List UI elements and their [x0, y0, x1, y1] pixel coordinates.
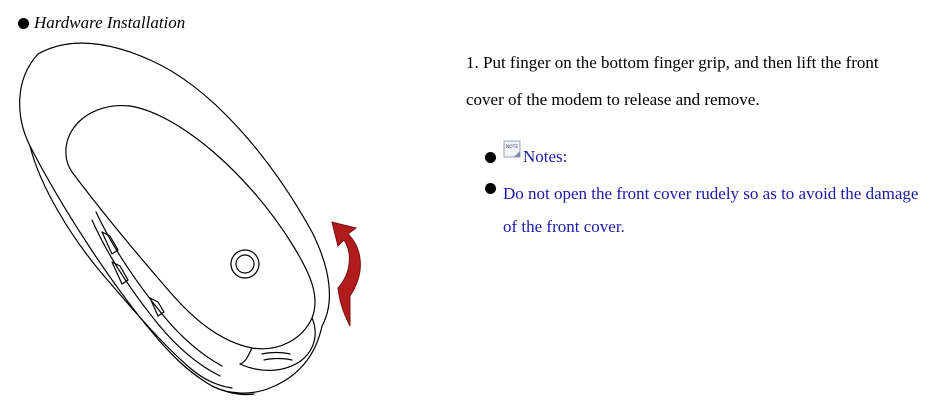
note-icon [503, 140, 521, 158]
note-icon-label: NOTE [505, 145, 519, 150]
note-item-bullet [485, 183, 496, 194]
curved-lift-arrow-icon [332, 222, 360, 326]
modem-body-inner-edge [30, 146, 232, 388]
heading-bullet [18, 18, 29, 29]
section-heading: Hardware Installation [34, 13, 186, 32]
logo-ring [231, 250, 259, 278]
modem-body-outline [20, 43, 330, 393]
bottom-finger-grip [262, 353, 292, 361]
notes-bullet [485, 152, 496, 163]
step-instruction: 1. Put finger on the bottom finger grip, and then lift the front cover of the modem to release and remove. [466, 53, 879, 109]
notes-label: Notes: [523, 147, 568, 166]
note-item-text: Do not open the front cover rudely so as to avoid the damage of the front cover. [503, 184, 919, 236]
front-cover-lip [240, 318, 315, 370]
modem-illustration [0, 36, 380, 420]
